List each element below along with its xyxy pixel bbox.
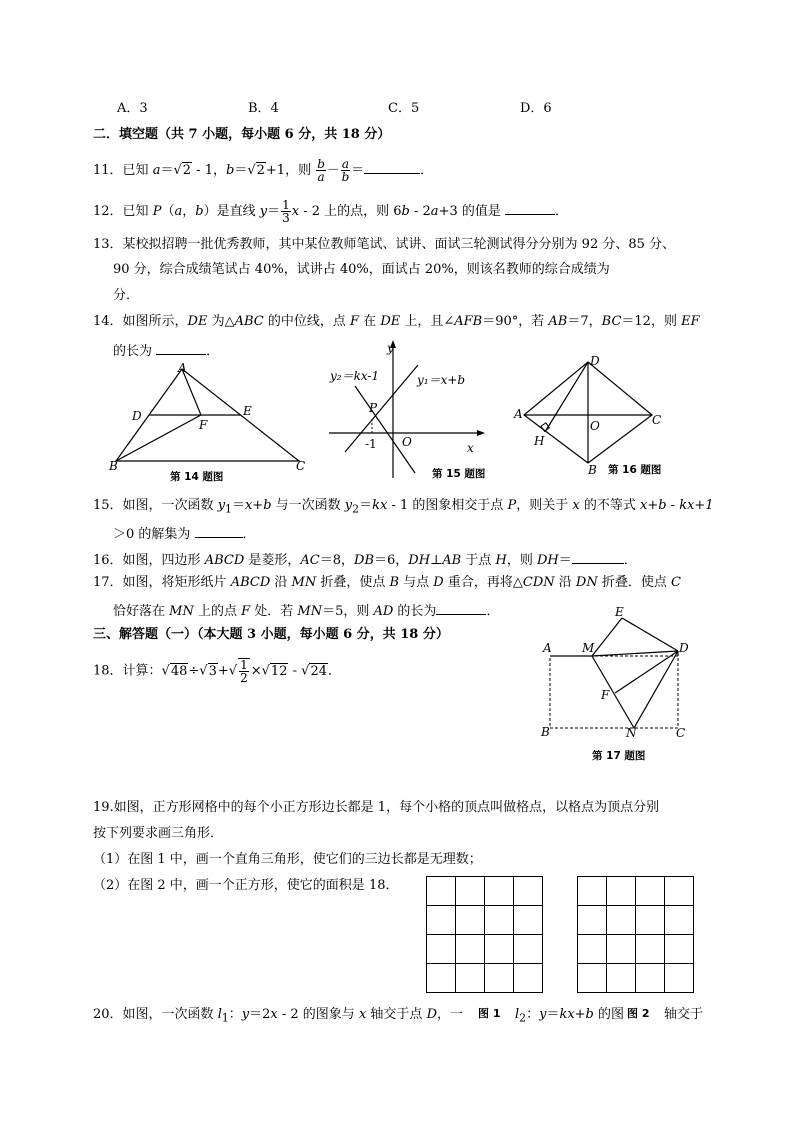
question-19-line-1: 19.如图，正方形网格中的每个小正方形边长都是 1，每个小格的顶点叫做格点，以格点为顶点分别	[93, 800, 660, 815]
question-13-line-1: 13．某校拟招聘一批优秀教师，其中某位教师笔试、试讲、面试三轮测试得分分别为 92 分、85 分、	[93, 237, 676, 252]
fig17-label-n: N	[626, 726, 637, 740]
fig14-label-b: B	[109, 459, 118, 473]
fig17-caption: 第 17 题图	[592, 750, 646, 762]
section-3-title: 三、解答题（一）（本大题 3 小题，每小题 6 分，共 18 分）	[93, 627, 449, 642]
fig17-label-b: B	[541, 725, 550, 739]
question-20-cont: $l_2$：y＝kx+b 的图	[515, 1007, 625, 1025]
choice-b: B．4	[248, 101, 279, 116]
fig15-y1-label: y₁＝x+b	[417, 373, 466, 387]
section-2-title: 二．填空题（共 7 小题，每小题 6 分，共 18 分）	[93, 127, 391, 142]
grid-figure-1[interactable]	[426, 876, 543, 993]
question-12: 12．已知 P（a，b）是直线 y＝ $\frac{1}{3}$ x - 2 上的点，则 6b - 2a+3 的值是 ．	[93, 198, 569, 225]
fig17-label-d: D	[679, 641, 689, 655]
fig14-label-f: F	[199, 418, 208, 432]
question-18: 18．计算：√48÷√3+√ $\frac{1}{2}$ ×√12 - √24．	[93, 658, 341, 685]
fig16-label-a: A	[514, 407, 523, 421]
answer-blank-14[interactable]	[156, 340, 206, 355]
answer-blank-11[interactable]	[364, 159, 420, 174]
fig16-label-o: O	[590, 419, 600, 433]
answer-blank-16[interactable]	[572, 549, 624, 564]
fig16-label-b: B	[588, 463, 597, 477]
fig14-label-c: C	[296, 459, 306, 473]
question-13-line-3: 分．	[113, 288, 140, 303]
question-20: 20．如图，一次函数 $l_1$：y＝2x - 2 的图象与 x 轴交于点 D，一	[93, 1007, 464, 1025]
fig15-label-p: P	[369, 401, 378, 415]
question-14: 14．如图所示，DE 为△ABC 的中位线，点 F 在 DE 上，且∠AFB＝90°，若 AB＝7，BC＝12，则 EF	[93, 314, 700, 329]
choice-d: D．6	[520, 101, 552, 116]
fig15-x-axis: x	[467, 441, 474, 455]
question-20-tail: 轴交于	[664, 1007, 704, 1022]
question-19-part-1: （1）在图 1 中，画一个直角三角形，使它们的三边长都是无理数；	[93, 852, 482, 867]
answer-blank-15[interactable]	[195, 523, 243, 538]
answer-blank-12[interactable]	[505, 200, 555, 215]
question-19-part-2: （2）在图 2 中，画一个正方形，使它的面积是 18．	[93, 878, 399, 893]
fig15-y-axis: y	[387, 341, 394, 355]
question-11: 11．已知 a＝√2 - 1，b＝√2+1，则 $\frac{b}{a}$ － $\frac{a}{b}$ ＝ ．	[93, 157, 434, 184]
fig17-label-e: E	[615, 605, 624, 619]
question-17: 17．如图，将矩形纸片 ABCD 沿 MN 折叠，使点 B 与点 D 重合，再将△CDN 沿 DN 折叠．使点 C	[93, 575, 681, 590]
question-15-line-2: ＞0 的解集为 ．	[113, 523, 256, 544]
question-15: 15．如图，一次函数 $y_1=x+b$ 与一次函数 $y_2=kx - 1$ 的图象相交于点 P，则关于 x 的不等式 x+b - kx+1	[93, 498, 714, 516]
figure-15	[325, 340, 495, 480]
fig15-label-o: O	[402, 435, 412, 449]
fig14-label-e: E	[243, 404, 252, 418]
fig16-label-h: H	[534, 434, 545, 448]
grid-1-caption: 图 1	[475, 1005, 503, 1021]
fig14-label-d: D	[132, 409, 142, 423]
grid-2-caption: 图 2	[624, 1005, 652, 1021]
fig14-caption: 第 14 题图	[170, 471, 224, 483]
question-17-line-2: 恰好落在 MN 上的点 F 处．若 MN＝5，则 AD 的长为 ．	[113, 600, 499, 621]
choice-c: C．5	[388, 101, 420, 116]
answer-blank-17[interactable]	[436, 600, 486, 615]
choice-a: A．3	[117, 101, 148, 116]
figure-17	[538, 605, 698, 740]
question-13-line-2: 90 分，综合成绩笔试占 40%，试讲占 40%，面试占 20%，则该名教师的综合成绩为	[113, 262, 610, 277]
figure-16	[512, 354, 662, 477]
fig16-label-d: D	[590, 354, 600, 368]
fig16-label-c: C	[652, 413, 662, 427]
question-14-line-2: 的长为 ．	[113, 340, 219, 361]
figure-14	[105, 360, 305, 480]
fig17-label-f: F	[601, 688, 610, 702]
fig16-caption: 第 16 题图	[608, 464, 662, 476]
fig17-label-a: A	[543, 641, 552, 655]
fig17-label-m: M	[582, 641, 595, 655]
fig15-y2-label: y₂＝kx-1	[330, 369, 380, 383]
fig15-caption: 第 15 题图	[432, 468, 486, 480]
fig14-label-a: A	[178, 361, 187, 375]
fig15-label-minus1: -1	[365, 437, 377, 451]
grid-figure-2[interactable]	[577, 876, 694, 993]
fig17-label-c: C	[676, 726, 686, 740]
question-16: 16．如图，四边形 ABCD 是菱形，AC＝8，DB＝6，DH⊥AB 于点 H，则 DH＝ ．	[93, 549, 637, 570]
question-19-line-2: 按下列要求画三角形．	[93, 826, 224, 841]
